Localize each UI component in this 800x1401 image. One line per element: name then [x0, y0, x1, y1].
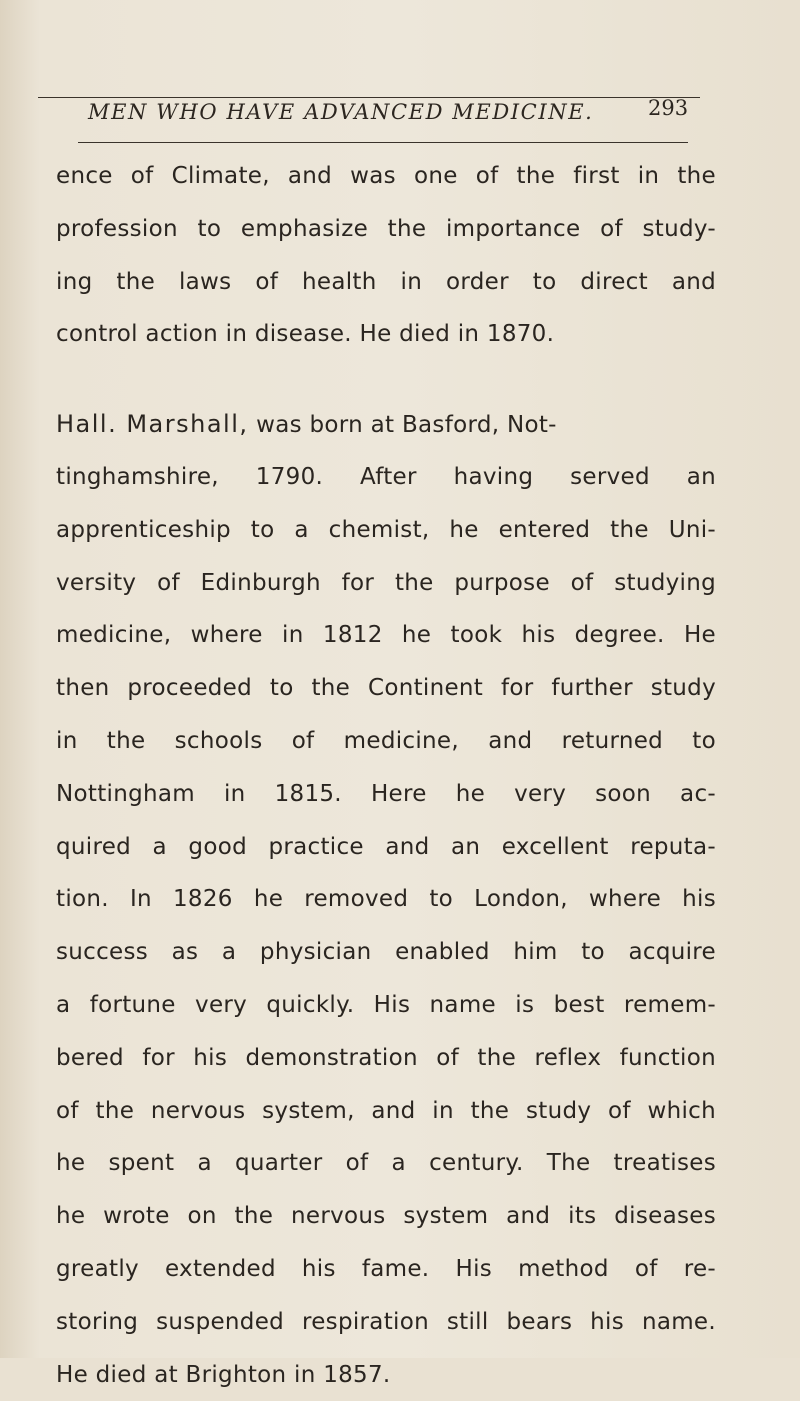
text-line: Nottingham in 1815. Here he very soon ac- [56, 780, 716, 807]
text-line: He died at Brighton in 1857. [56, 1361, 391, 1388]
paragraph-gap [56, 361, 716, 398]
text-line: tinghamshire, 1790. After having served an [56, 463, 716, 490]
text-line: control action in disease. He died in 1870. [56, 321, 555, 348]
text-line: profession to emphasize the importance of study- [56, 215, 716, 242]
text-line: quired a good practice and an excellent reputa- [56, 833, 716, 860]
text-line: tion. In 1826 he removed to London, where his [56, 886, 716, 913]
text-line: ing the laws of health in order to direct and [56, 268, 716, 295]
text-line: he wrote on the nervous system and its diseases [56, 1203, 716, 1230]
text-line: in the schools of medicine, and returned to [56, 727, 716, 754]
text-line: he spent a quarter of a century. The treatises [56, 1150, 716, 1177]
entry-heading: Hall. Marshall, [56, 410, 249, 439]
text-line-lead [56, 398, 716, 451]
text-line: success as a physician enabled him to acquire [56, 939, 716, 966]
text-line: then proceeded to the Continent for further study [56, 675, 716, 702]
paragraph-2 [56, 398, 716, 1401]
page-number: 293 [648, 96, 689, 120]
text-line: greatly extended his fame. His method of re- [56, 1255, 716, 1282]
text-line: ence of Climate, and was one of the first in the [56, 163, 716, 189]
text-line: versity of Edinburgh for the purpose of studying [56, 569, 716, 596]
header-rule-bottom [78, 142, 688, 143]
paragraph-1 [56, 150, 716, 361]
text-line: medicine, where in 1812 he took his degree. He [56, 622, 716, 649]
text-line: bered for his demonstration of the reflex function [56, 1044, 716, 1071]
running-header [88, 96, 708, 136]
text-line: a fortune very quickly. His name is best remem- [56, 991, 716, 1018]
text-line: storing suspended respiration still bears his name. [56, 1308, 716, 1335]
text-line: of the nervous system, and in the study of which [56, 1097, 716, 1124]
body-text [56, 150, 716, 1401]
entry-heading-rest: was born at Basford, Not- [248, 412, 557, 439]
running-header-title: MEN WHO HAVE ADVANCED MEDICINE. [88, 100, 594, 124]
text-line: apprenticeship to a chemist, he entered the Uni- [56, 516, 716, 543]
